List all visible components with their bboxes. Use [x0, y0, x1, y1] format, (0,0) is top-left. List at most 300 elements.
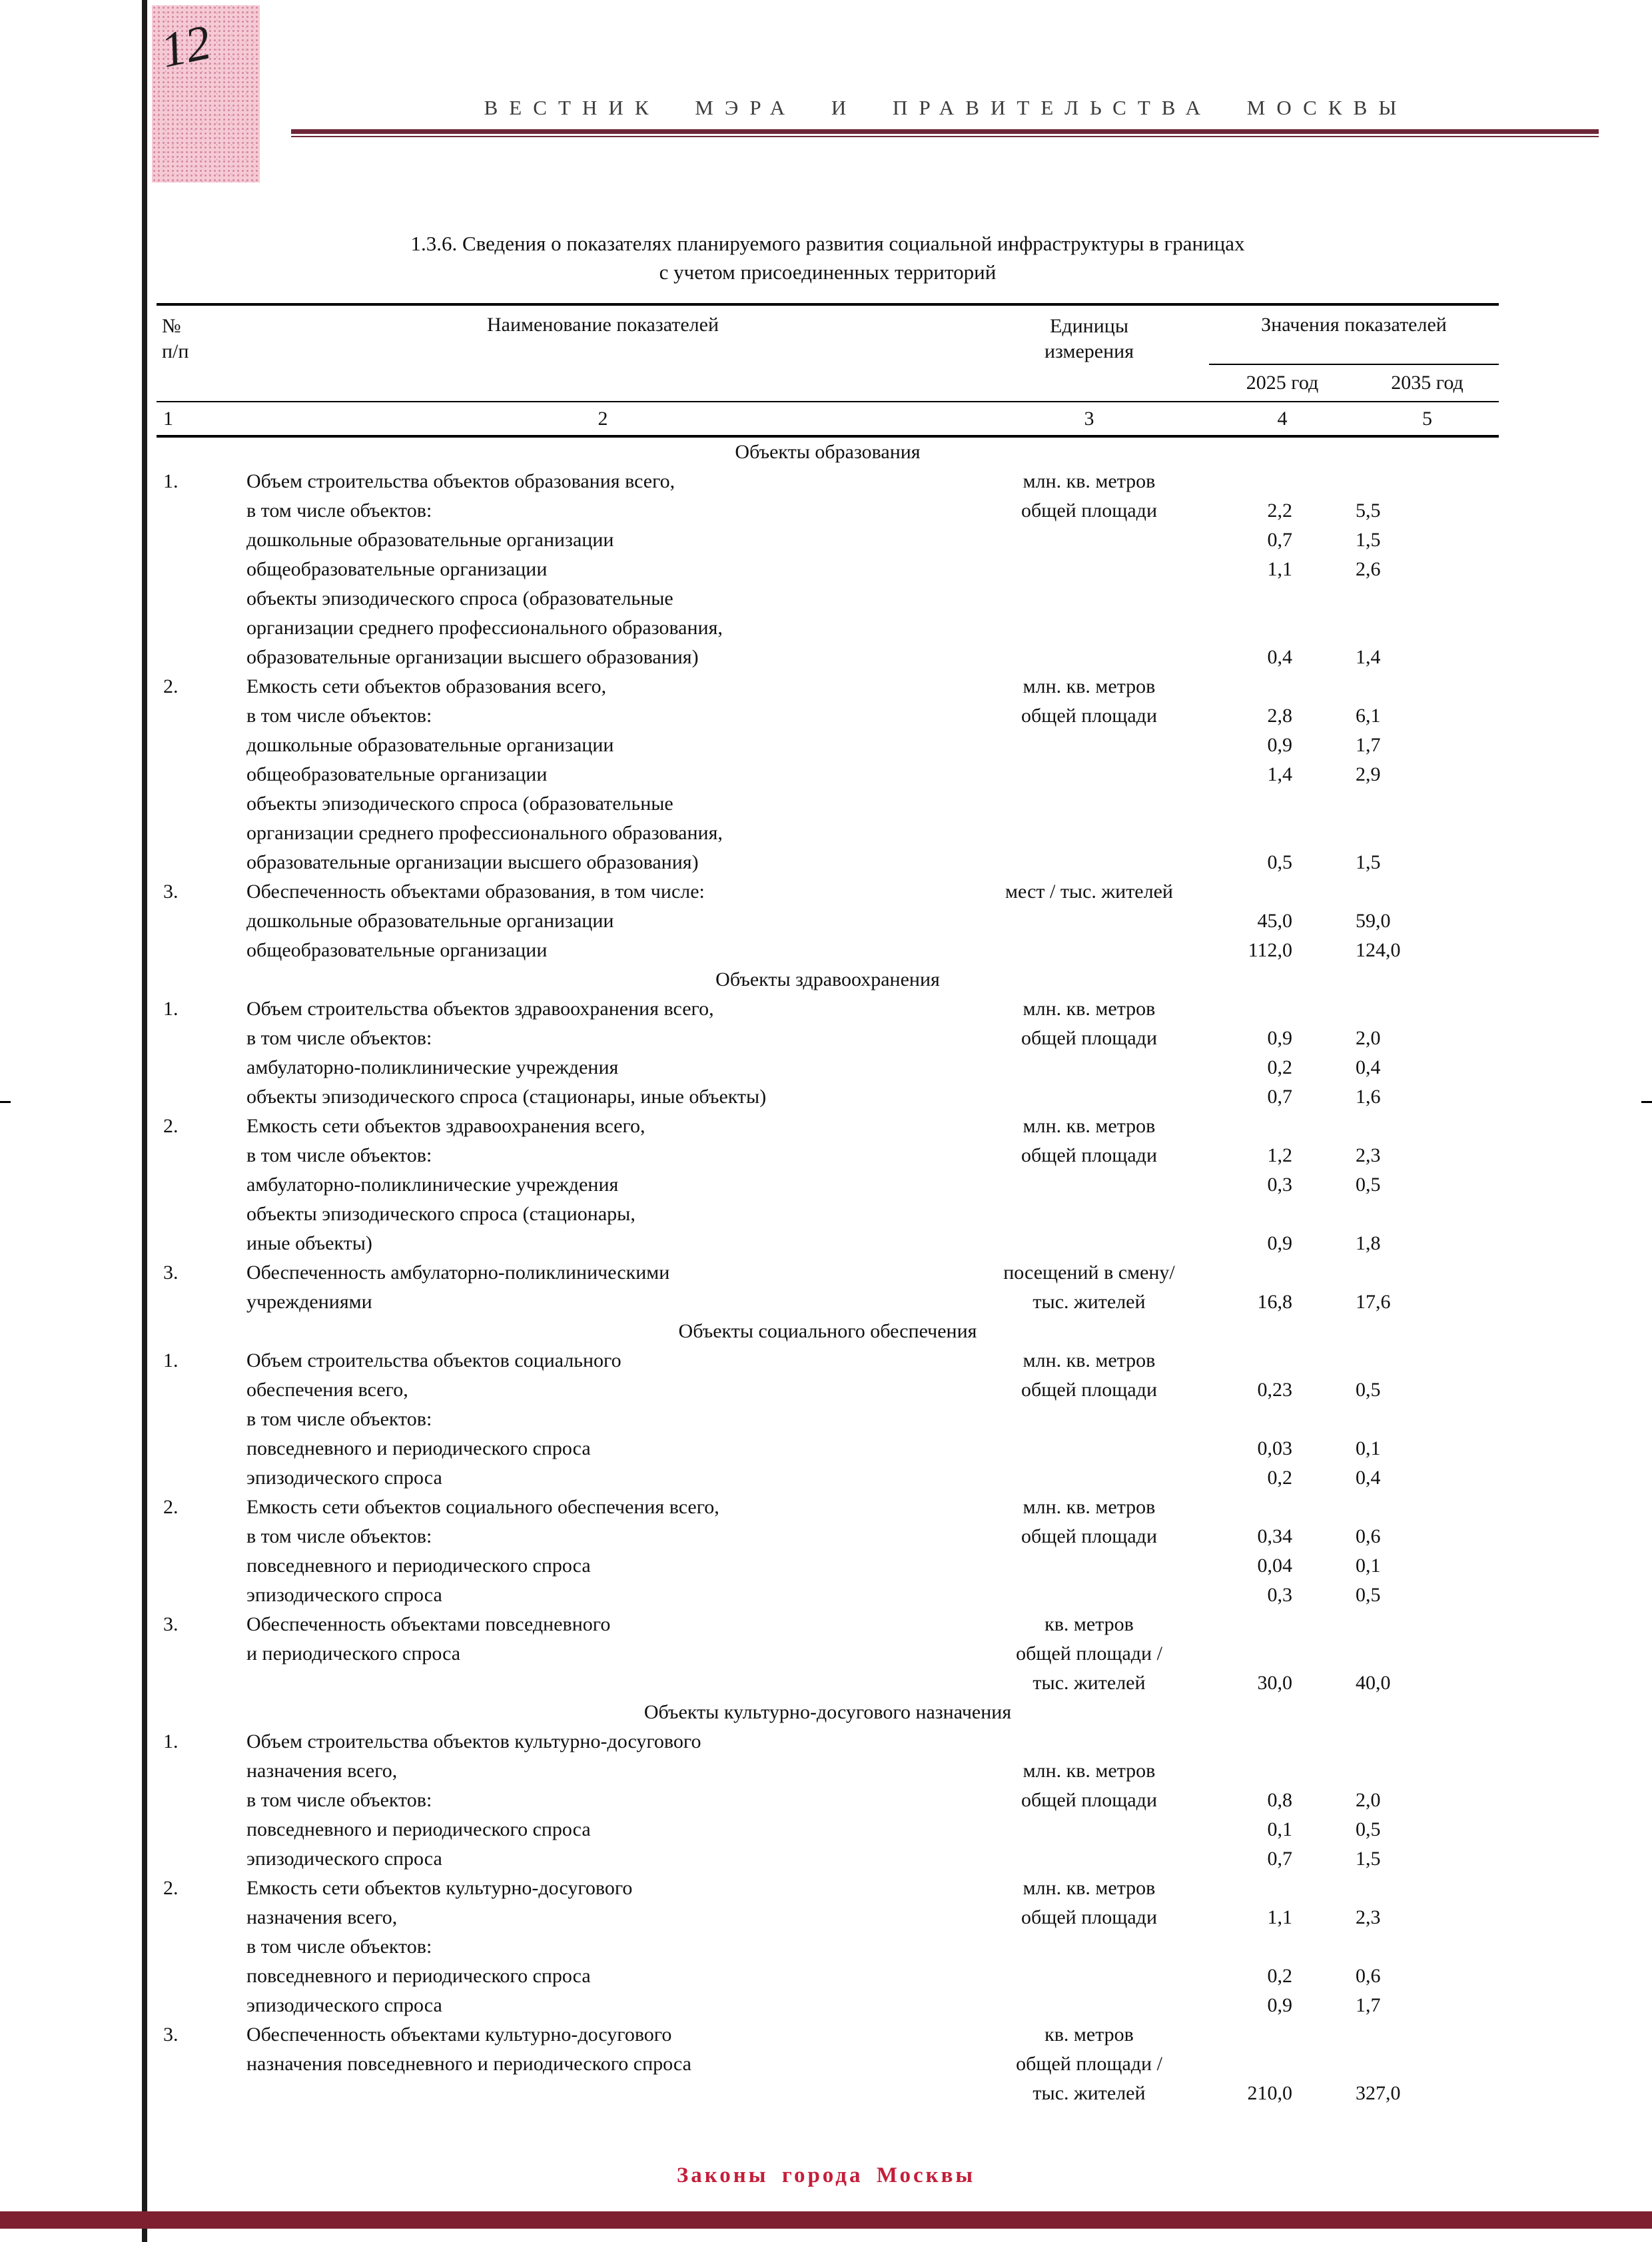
table-row — [157, 1962, 1499, 1991]
cell-v2035: 40,0 — [1356, 1672, 1391, 1694]
cell-name: иные объекты) — [246, 1232, 372, 1254]
cell-num — [157, 1815, 236, 1844]
cell-v2025 — [1209, 467, 1356, 496]
table-row — [157, 1991, 1499, 2020]
cell-v2025 — [1209, 1756, 1356, 1786]
cell-name: объекты эпизодического спроса (стационары, — [246, 1203, 635, 1225]
cell-v2035: 0,5 — [1356, 1379, 1381, 1401]
table-row — [157, 643, 1499, 672]
cell-num — [157, 1991, 236, 2020]
cell-v2025: 0,9 — [1267, 1232, 1292, 1254]
cell-name: организации среднего профессионального образования, — [246, 822, 723, 844]
cell-unit — [969, 819, 1209, 848]
cell-num — [157, 643, 236, 672]
cell-unit — [969, 555, 1209, 584]
cell-unit: посещений в смену/ — [1003, 1262, 1175, 1284]
cell-v2035: 1,5 — [1356, 1848, 1381, 1870]
cell-name: Емкость сети объектов социального обеспечения всего, — [246, 1496, 719, 1518]
cell-num: 2. — [163, 1496, 179, 1518]
col-header-unit — [969, 304, 1209, 364]
cell-v2035 — [1356, 1200, 1499, 1229]
column-number-1: 1 — [157, 402, 236, 436]
cell-v2025 — [1209, 1493, 1356, 1522]
cell-v2025 — [1209, 1610, 1356, 1639]
table-row — [157, 2050, 1499, 2079]
cell-v2025 — [1209, 1405, 1356, 1434]
cell-unit: общей площади — [1021, 1144, 1157, 1166]
cell-name: дошкольные образовательные организации — [246, 734, 614, 756]
cell-name — [236, 1669, 969, 1698]
cell-name: дошкольные образовательные организации — [246, 910, 614, 932]
cell-v2035 — [1356, 1932, 1499, 1962]
table-row — [157, 1082, 1499, 1112]
cell-unit: млн. кв. метров — [1023, 1760, 1156, 1782]
cell-unit — [969, 613, 1209, 643]
cell-num — [157, 1844, 236, 1874]
cell-unit — [969, 731, 1209, 760]
cell-unit: млн. кв. метров — [1023, 675, 1156, 697]
cell-name: в том числе объектов: — [246, 1525, 432, 1547]
col-header-unit-line2: измерения — [1044, 340, 1134, 362]
cell-v2025: 0,2 — [1267, 1965, 1292, 1987]
section-title: Объекты культурно-досугового назначения — [643, 1701, 1012, 1723]
cell-num: 3. — [163, 2024, 179, 2046]
cell-v2035: 2,3 — [1356, 1144, 1381, 1166]
cell-num — [157, 1756, 236, 1786]
table-row — [157, 1346, 1499, 1375]
cell-name: Обеспеченность амбулаторно-поликлиническими — [246, 1262, 670, 1284]
table-row — [157, 731, 1499, 760]
bottom-accent-bar — [0, 2211, 1652, 2229]
cell-v2025 — [1209, 2020, 1356, 2050]
cell-name: назначения всего, — [246, 1760, 398, 1782]
cell-name: в том числе объектов: — [246, 500, 432, 522]
cell-v2035: 0,6 — [1356, 1965, 1381, 1987]
table-row — [157, 1229, 1499, 1258]
cell-num — [157, 1639, 236, 1669]
cell-v2035: 1,8 — [1356, 1232, 1381, 1254]
table-wrapper — [157, 303, 1499, 2108]
cell-unit: мест / тыс. жителей — [1005, 881, 1173, 903]
cell-v2025 — [1209, 819, 1356, 848]
cell-name: Обеспеченность объектами повседневного — [246, 1613, 611, 1635]
cell-v2035: 2,9 — [1356, 763, 1381, 785]
cell-v2025 — [1209, 2050, 1356, 2079]
cell-unit: млн. кв. метров — [1023, 470, 1156, 492]
masthead-rule-thick — [291, 129, 1599, 134]
table-row — [157, 936, 1499, 965]
cell-unit — [969, 526, 1209, 555]
cell-unit: кв. метров — [1044, 1613, 1134, 1635]
table-row — [157, 760, 1499, 789]
cell-v2035 — [1356, 584, 1499, 613]
cell-name: Объем строительства объектов образования всего, — [246, 470, 675, 492]
table-row — [157, 1434, 1499, 1463]
cell-num — [157, 584, 236, 613]
cell-unit — [969, 1932, 1209, 1962]
cell-name: в том числе объектов: — [246, 705, 432, 727]
cell-unit — [969, 789, 1209, 819]
cell-v2035 — [1356, 1346, 1499, 1375]
table-row — [157, 467, 1499, 496]
cell-num — [157, 907, 236, 936]
cell-unit: тыс. жителей — [1032, 1672, 1146, 1694]
cell-unit: тыс. жителей — [1032, 2082, 1146, 2104]
left-registration-mark — [0, 1101, 11, 1103]
cell-unit — [969, 1229, 1209, 1258]
cell-num — [157, 731, 236, 760]
section-title: Объекты образования — [735, 441, 921, 463]
table-row — [157, 584, 1499, 613]
page-number-box — [152, 5, 260, 183]
cell-num — [157, 1288, 236, 1317]
cell-v2025: 0,2 — [1267, 1467, 1292, 1489]
cell-v2035 — [1356, 1112, 1499, 1141]
cell-v2025: 0,7 — [1267, 1086, 1292, 1108]
cell-v2035: 5,5 — [1356, 500, 1381, 522]
cell-v2035: 2,0 — [1356, 1789, 1381, 1811]
col-header-year-2035: 2035 год — [1391, 372, 1463, 394]
cell-name: в том числе объектов: — [246, 1144, 432, 1166]
cell-name: Объем строительства объектов социального — [246, 1349, 621, 1371]
cell-name: назначения повседневного и периодического спроса — [246, 2053, 691, 2075]
cell-v2035 — [1356, 1874, 1499, 1903]
table-row — [157, 496, 1499, 526]
cell-num — [157, 1463, 236, 1493]
cell-num: 2. — [163, 1115, 179, 1137]
cell-v2025 — [1209, 994, 1356, 1024]
cell-unit: млн. кв. метров — [1023, 1877, 1156, 1899]
cell-name: в том числе объектов: — [246, 1789, 432, 1811]
cell-name: Обеспеченность объектами образования, в том числе: — [246, 881, 705, 903]
cell-v2025 — [1209, 1346, 1356, 1375]
cell-v2025: 0,9 — [1267, 1027, 1292, 1049]
table-row — [157, 1112, 1499, 1141]
cell-v2035 — [1356, 2050, 1499, 2079]
section-title: Объекты социального обеспечения — [678, 1320, 977, 1342]
cell-v2035 — [1356, 1258, 1499, 1288]
table-row — [157, 1375, 1499, 1405]
col-header-values: Значения показателей — [1209, 304, 1499, 364]
cell-unit — [969, 1815, 1209, 1844]
table-row — [157, 1727, 1499, 1756]
cell-unit: общей площади / — [1016, 2053, 1162, 2075]
masthead: ВЕСТНИК МЭРА И ПРАВИТЕЛЬСТВА МОСКВЫ — [484, 96, 1408, 119]
cell-name: образовательные организации высшего образования) — [246, 646, 699, 668]
cell-num: 1. — [163, 1349, 179, 1371]
table-row — [157, 1024, 1499, 1053]
table-row — [157, 994, 1499, 1024]
cell-unit — [969, 1962, 1209, 1991]
col-header-num-line2: п/п — [162, 340, 189, 362]
table-header-row — [157, 304, 1499, 364]
cell-v2025 — [1209, 613, 1356, 643]
cell-v2025: 0,2 — [1267, 1056, 1292, 1078]
cell-v2025 — [1209, 1639, 1356, 1669]
cell-v2035: 1,7 — [1356, 734, 1381, 756]
spacer-cell — [157, 364, 236, 402]
cell-name: повседневного и периодического спроса — [246, 1965, 591, 1987]
table-row — [157, 1288, 1499, 1317]
cell-name: Обеспеченность объектами культурно-досугового — [246, 2024, 672, 2046]
cell-num — [157, 1903, 236, 1932]
cell-num: 1. — [163, 470, 179, 492]
cell-name: эпизодического спроса — [246, 1584, 442, 1606]
cell-name: повседневного и периодического спроса — [246, 1818, 591, 1840]
cell-v2025: 210,0 — [1247, 2082, 1292, 2104]
cell-v2035: 124,0 — [1356, 939, 1401, 961]
cell-unit — [969, 936, 1209, 965]
cell-v2025 — [1209, 1932, 1356, 1962]
cell-v2025: 1,2 — [1267, 1144, 1292, 1166]
cell-v2025 — [1209, 672, 1356, 701]
cell-name: амбулаторно-поликлинические учреждения — [246, 1174, 619, 1196]
cell-name: объекты эпизодического спроса (образовательные — [246, 793, 673, 815]
cell-unit — [969, 584, 1209, 613]
cell-num — [157, 936, 236, 965]
cell-num: 3. — [163, 1613, 179, 1635]
col-header-num — [157, 304, 236, 364]
cell-v2025: 0,3 — [1267, 1174, 1292, 1196]
cell-num — [157, 526, 236, 555]
cell-v2025: 0,34 — [1257, 1525, 1292, 1547]
cell-num — [157, 819, 236, 848]
table-row — [157, 613, 1499, 643]
cell-v2025 — [1209, 584, 1356, 613]
cell-num — [157, 613, 236, 643]
cell-unit: общей площади / — [1016, 1643, 1162, 1665]
cell-v2025: 1,1 — [1267, 1906, 1292, 1928]
table-row — [157, 789, 1499, 819]
table-row — [157, 1493, 1499, 1522]
cell-num — [157, 1962, 236, 1991]
cell-name: образовательные организации высшего образования) — [246, 851, 699, 873]
title-line-1: 1.3.6. Сведения о показателях планируемого развития социальной инфраструктуры в границах — [410, 232, 1245, 255]
section-row — [157, 965, 1499, 994]
cell-num — [157, 1229, 236, 1258]
table-row — [157, 1200, 1499, 1229]
table-row — [157, 1639, 1499, 1669]
table-row — [157, 1170, 1499, 1200]
cell-unit — [969, 1551, 1209, 1581]
cell-num — [157, 496, 236, 526]
cell-v2035 — [1356, 994, 1499, 1024]
cell-unit — [969, 1844, 1209, 1874]
cell-name: дошкольные образовательные организации — [246, 529, 614, 551]
cell-v2025: 112,0 — [1248, 939, 1292, 961]
cell-v2025: 1,4 — [1267, 763, 1292, 785]
cell-num — [157, 1522, 236, 1551]
cell-unit — [969, 1727, 1209, 1756]
cell-num — [157, 848, 236, 877]
cell-name: объекты эпизодического спроса (образовательные — [246, 587, 673, 609]
column-number-3: 3 — [969, 402, 1209, 436]
cell-v2035: 0,5 — [1356, 1818, 1381, 1840]
cell-unit: млн. кв. метров — [1023, 1496, 1156, 1518]
table-row — [157, 1141, 1499, 1170]
cell-name: амбулаторно-поликлинические учреждения — [246, 1056, 619, 1078]
cell-v2035 — [1356, 467, 1499, 496]
cell-v2035 — [1356, 819, 1499, 848]
cell-unit — [969, 1405, 1209, 1434]
cell-v2025: 0,03 — [1257, 1437, 1292, 1459]
cell-v2035 — [1356, 2020, 1499, 2050]
cell-num — [157, 789, 236, 819]
section-row — [157, 1698, 1499, 1727]
col-header-name: Наименование показателей — [486, 314, 719, 336]
cell-v2025: 0,9 — [1267, 734, 1292, 756]
cell-v2025: 30,0 — [1257, 1672, 1292, 1694]
years-row — [157, 364, 1499, 402]
cell-v2035: 0,5 — [1356, 1584, 1381, 1606]
table-row — [157, 877, 1499, 907]
table-row — [157, 907, 1499, 936]
cell-name: общеобразовательные организации — [246, 763, 548, 785]
right-registration-mark — [1641, 1101, 1652, 1103]
cell-num: 2. — [163, 1877, 179, 1899]
cell-name: общеобразовательные организации — [246, 558, 548, 580]
cell-num — [157, 760, 236, 789]
cell-num — [157, 1669, 236, 1698]
cell-unit: млн. кв. метров — [1023, 998, 1156, 1020]
cell-v2025: 16,8 — [1257, 1291, 1292, 1313]
masthead-rule-thin — [291, 136, 1599, 137]
cell-v2035: 1,5 — [1356, 851, 1381, 873]
cell-v2035 — [1356, 877, 1499, 907]
cell-unit: общей площади — [1021, 1027, 1157, 1049]
table-row — [157, 1053, 1499, 1082]
table-row — [157, 1844, 1499, 1874]
table-row — [157, 848, 1499, 877]
col-header-unit-line1: Единицы — [1050, 315, 1128, 337]
cell-v2025 — [1209, 1200, 1356, 1229]
cell-name: эпизодического спроса — [246, 1848, 442, 1870]
cell-num — [157, 1405, 236, 1434]
cell-v2025: 0,4 — [1267, 646, 1292, 668]
spacer-cell — [969, 364, 1209, 402]
table-row — [157, 1405, 1499, 1434]
cell-num — [157, 1141, 236, 1170]
footer-caption: Законы города Москвы — [676, 2163, 976, 2187]
table-row — [157, 819, 1499, 848]
page-number: 12 — [156, 15, 216, 79]
table-body — [157, 436, 1499, 2108]
cell-unit — [969, 1082, 1209, 1112]
cell-v2025 — [1209, 1727, 1356, 1756]
cell-name: обеспечения всего, — [246, 1379, 408, 1401]
cell-name: и периодического спроса — [246, 1643, 461, 1665]
cell-name: объекты эпизодического спроса (стационары, иные объекты) — [246, 1086, 767, 1108]
cell-num: 3. — [163, 881, 179, 903]
section-row — [157, 436, 1499, 467]
cell-v2025: 1,1 — [1267, 558, 1292, 580]
cell-unit: общей площади — [1021, 1789, 1157, 1811]
cell-v2025 — [1209, 1258, 1356, 1288]
section-title: Объекты здравоохранения — [715, 968, 940, 990]
table-row — [157, 1522, 1499, 1551]
table-row — [157, 526, 1499, 555]
cell-unit: общей площади — [1021, 1525, 1157, 1547]
cell-unit — [969, 1991, 1209, 2020]
cell-v2035: 0,4 — [1356, 1056, 1381, 1078]
cell-v2035 — [1356, 1639, 1499, 1669]
cell-unit — [969, 1053, 1209, 1082]
cell-v2035: 17,6 — [1356, 1291, 1391, 1313]
table-head — [157, 304, 1499, 436]
table-row — [157, 1815, 1499, 1844]
cell-unit — [969, 1463, 1209, 1493]
table-row — [157, 701, 1499, 731]
cell-v2025: 2,2 — [1267, 500, 1292, 522]
cell-v2035: 327,0 — [1356, 2082, 1401, 2104]
cell-unit — [969, 1434, 1209, 1463]
cell-v2025: 45,0 — [1257, 910, 1292, 932]
cell-unit — [969, 643, 1209, 672]
cell-num — [157, 1786, 236, 1815]
cell-v2035: 1,7 — [1356, 1994, 1381, 2016]
cell-unit: тыс. жителей — [1032, 1291, 1146, 1313]
cell-unit: общей площади — [1021, 1906, 1157, 1928]
cell-unit — [969, 1200, 1209, 1229]
cell-v2035: 2,0 — [1356, 1027, 1381, 1049]
cell-num — [157, 1434, 236, 1463]
column-numbers-row — [157, 402, 1499, 436]
cell-name: общеобразовательные организации — [246, 939, 548, 961]
table-row — [157, 555, 1499, 584]
cell-num — [157, 1200, 236, 1229]
cell-v2025: 0,8 — [1267, 1789, 1292, 1811]
cell-v2035: 0,1 — [1356, 1555, 1381, 1577]
cell-v2035: 0,4 — [1356, 1467, 1381, 1489]
cell-v2035 — [1356, 1610, 1499, 1639]
indicators-table — [157, 303, 1499, 2108]
cell-name: Объем строительства объектов здравоохранения всего, — [246, 998, 714, 1020]
table-row — [157, 1874, 1499, 1903]
cell-num: 1. — [163, 1730, 179, 1752]
cell-num — [157, 555, 236, 584]
cell-name: учреждениями — [246, 1291, 372, 1313]
cell-unit: общей площади — [1021, 705, 1157, 727]
cell-num: 2. — [163, 675, 179, 697]
table-row — [157, 1786, 1499, 1815]
cell-name: Объем строительства объектов культурно-досугового — [246, 1730, 701, 1752]
column-number-2: 2 — [236, 402, 969, 436]
cell-name: Емкость сети объектов культурно-досугового — [246, 1877, 633, 1899]
cell-v2035: 1,4 — [1356, 646, 1381, 668]
cell-v2035: 0,6 — [1356, 1525, 1381, 1547]
cell-v2025: 0,23 — [1257, 1379, 1292, 1401]
cell-v2035 — [1356, 672, 1499, 701]
cell-unit: кв. метров — [1044, 2024, 1134, 2046]
spacer-cell — [236, 364, 969, 402]
title-line-2: с учетом присоединенных территорий — [659, 260, 997, 284]
table-row — [157, 1258, 1499, 1288]
cell-v2035: 1,6 — [1356, 1086, 1381, 1108]
cell-v2035 — [1356, 1405, 1499, 1434]
table-row — [157, 672, 1499, 701]
cell-unit: млн. кв. метров — [1023, 1349, 1156, 1371]
cell-v2025: 0,9 — [1267, 1994, 1292, 2016]
cell-v2025: 0,04 — [1257, 1555, 1292, 1577]
cell-name: организации среднего профессионального образования, — [246, 617, 723, 639]
cell-num — [157, 1170, 236, 1200]
table-row — [157, 1610, 1499, 1639]
cell-v2035: 1,5 — [1356, 529, 1381, 551]
table-row — [157, 1581, 1499, 1610]
cell-v2035 — [1356, 1727, 1499, 1756]
cell-name: назначения всего, — [246, 1906, 398, 1928]
col-header-num-line1: № — [162, 315, 181, 337]
